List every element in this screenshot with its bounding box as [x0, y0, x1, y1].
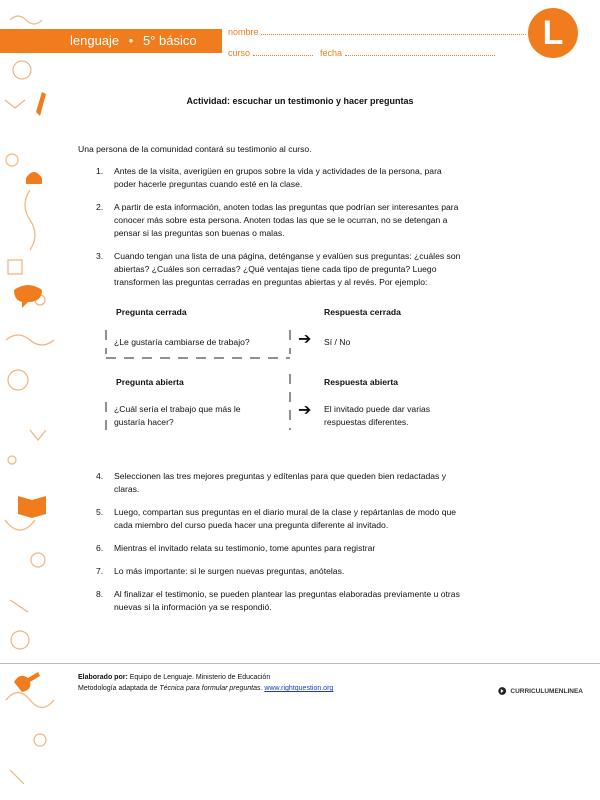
- closed-question-text: ¿Le gustaría cambiarse de trabajo?: [114, 337, 250, 347]
- arrow-right-icon: ➔: [298, 402, 312, 419]
- item-text: conocer más sobre esta persona. Anoten todas las que se le ocurran, no se detengan a: [114, 215, 448, 225]
- credits-value: Equipo de Lenguaje. Ministerio de Educación: [127, 674, 271, 681]
- item-text: Antes de la visita, averigüen en grupos sobre la vida y actividades de la persona, para: [114, 166, 442, 176]
- level-text: 5° básico: [142, 33, 197, 48]
- subject-label: [70, 33, 197, 48]
- instruction-list-1: [96, 165, 536, 289]
- closed-question-label: Pregunta cerrada: [116, 307, 187, 317]
- item-text: pensar si las preguntas son buenas o malas.: [114, 228, 285, 238]
- item-number: 5.: [96, 507, 104, 517]
- course-label: curso: [228, 48, 251, 58]
- item-text: claras.: [114, 484, 140, 494]
- methodology-link[interactable]: www.rightquestion.org: [264, 685, 334, 692]
- subject-text: lenguaje: [70, 33, 120, 48]
- item-number: 4.: [96, 471, 104, 481]
- open-question-line: gustaría hacer?: [114, 417, 174, 427]
- intro-text: Una persona de la comunidad contará su testimonio al curso.: [78, 144, 312, 154]
- name-field[interactable]: [228, 27, 526, 37]
- item-text: poder hacerle preguntas cuando esté en la clase.: [114, 179, 303, 189]
- decorative-doodle-border: [0, 0, 62, 800]
- name-label: nombre: [228, 27, 259, 37]
- subject-logo: L: [528, 8, 578, 58]
- list-item: [96, 250, 536, 289]
- book-icon: [18, 496, 46, 518]
- list-item: [96, 542, 536, 555]
- item-text: Cuando tengan una lista de una página, deténganse y evalúen sus preguntas: ¿cuáles son: [114, 251, 461, 261]
- item-text: Luego, compartan sus preguntas en el diario mural de la clase y repártanlas de modo que: [114, 507, 457, 517]
- item-text: A partir de esta información, anoten todas las preguntas que podrían ser interesantes para: [114, 202, 459, 212]
- credits-label: Elaborado por:: [78, 674, 128, 681]
- footer-divider: [0, 663, 600, 664]
- list-item: [96, 506, 536, 532]
- item-text: Lo más importante: si le surgen nuevas preguntas, anótelas.: [114, 566, 345, 576]
- list-item: [96, 165, 536, 191]
- item-number: 1.: [96, 166, 104, 176]
- list-item: [96, 565, 536, 578]
- closed-answer-text: Sí / No: [324, 337, 351, 347]
- item-text: nuevas si la información ya se respondió.: [114, 602, 272, 612]
- arrow-right-icon: ➔: [298, 331, 312, 348]
- methodology-line: [78, 683, 333, 694]
- open-question-text: [114, 403, 241, 429]
- methodology-title: Técnica para formular preguntas.: [159, 685, 263, 692]
- name-line: [261, 34, 526, 35]
- open-answer-label: Respuesta abierta: [324, 377, 399, 387]
- methodology-text: Metodología adaptada de: [78, 685, 160, 692]
- date-label: fecha: [320, 48, 343, 58]
- credits-line: [78, 672, 270, 683]
- brand-arrow-icon: [498, 685, 506, 697]
- date-line: [345, 55, 495, 56]
- open-answer-text: [324, 403, 430, 429]
- item-text: transformen las preguntas cerradas en preguntas abiertas y al revés. Por ejemplo:: [114, 277, 428, 287]
- open-answer-line: El invitado puede dar varias: [324, 404, 431, 414]
- curriculum-brand: [498, 685, 583, 697]
- item-number: 8.: [96, 589, 104, 599]
- bell-icon: [26, 172, 42, 184]
- course-line: [253, 55, 313, 56]
- date-field[interactable]: [320, 48, 495, 58]
- item-text: abiertas? ¿Cuáles son cerradas? ¿Qué ventajas tiene cada tipo de pregunta? Luego: [114, 264, 437, 274]
- course-field[interactable]: [228, 48, 313, 58]
- open-question-line: ¿Cuál sería el trabajo que más le: [114, 404, 241, 414]
- open-question-label: Pregunta abierta: [116, 377, 184, 387]
- item-text: Seleccionen las tres mejores preguntas y edítenlas para que queden bien redactadas y: [114, 471, 447, 481]
- instruction-list-2: [96, 470, 536, 614]
- item-text: Mientras el invitado relata su testimonio, tome apuntes para registrar: [114, 543, 376, 553]
- item-number: 6.: [96, 543, 104, 553]
- separator-bullet: •: [128, 33, 134, 48]
- brand-text: CURRICULUMENLINEA: [510, 687, 583, 695]
- microphone-icon: [14, 672, 40, 692]
- closed-answer-label: Respuesta cerrada: [324, 307, 401, 317]
- list-item: [96, 588, 536, 614]
- list-item: [96, 201, 536, 240]
- item-number: 7.: [96, 566, 104, 576]
- item-number: 3.: [96, 251, 104, 261]
- item-number: 2.: [96, 202, 104, 212]
- item-text: Al finalizar el testimonio, se pueden plantear las preguntas elaboradas previamente u otras: [114, 589, 460, 599]
- list-item: [96, 470, 536, 496]
- item-text: cada miembro del curso pueda hacer una pregunta diferente al invitado.: [114, 520, 389, 530]
- open-answer-line: respuestas diferentes.: [324, 417, 409, 427]
- activity-title: Actividad: escuchar un testimonio y hacer preguntas: [186, 96, 414, 106]
